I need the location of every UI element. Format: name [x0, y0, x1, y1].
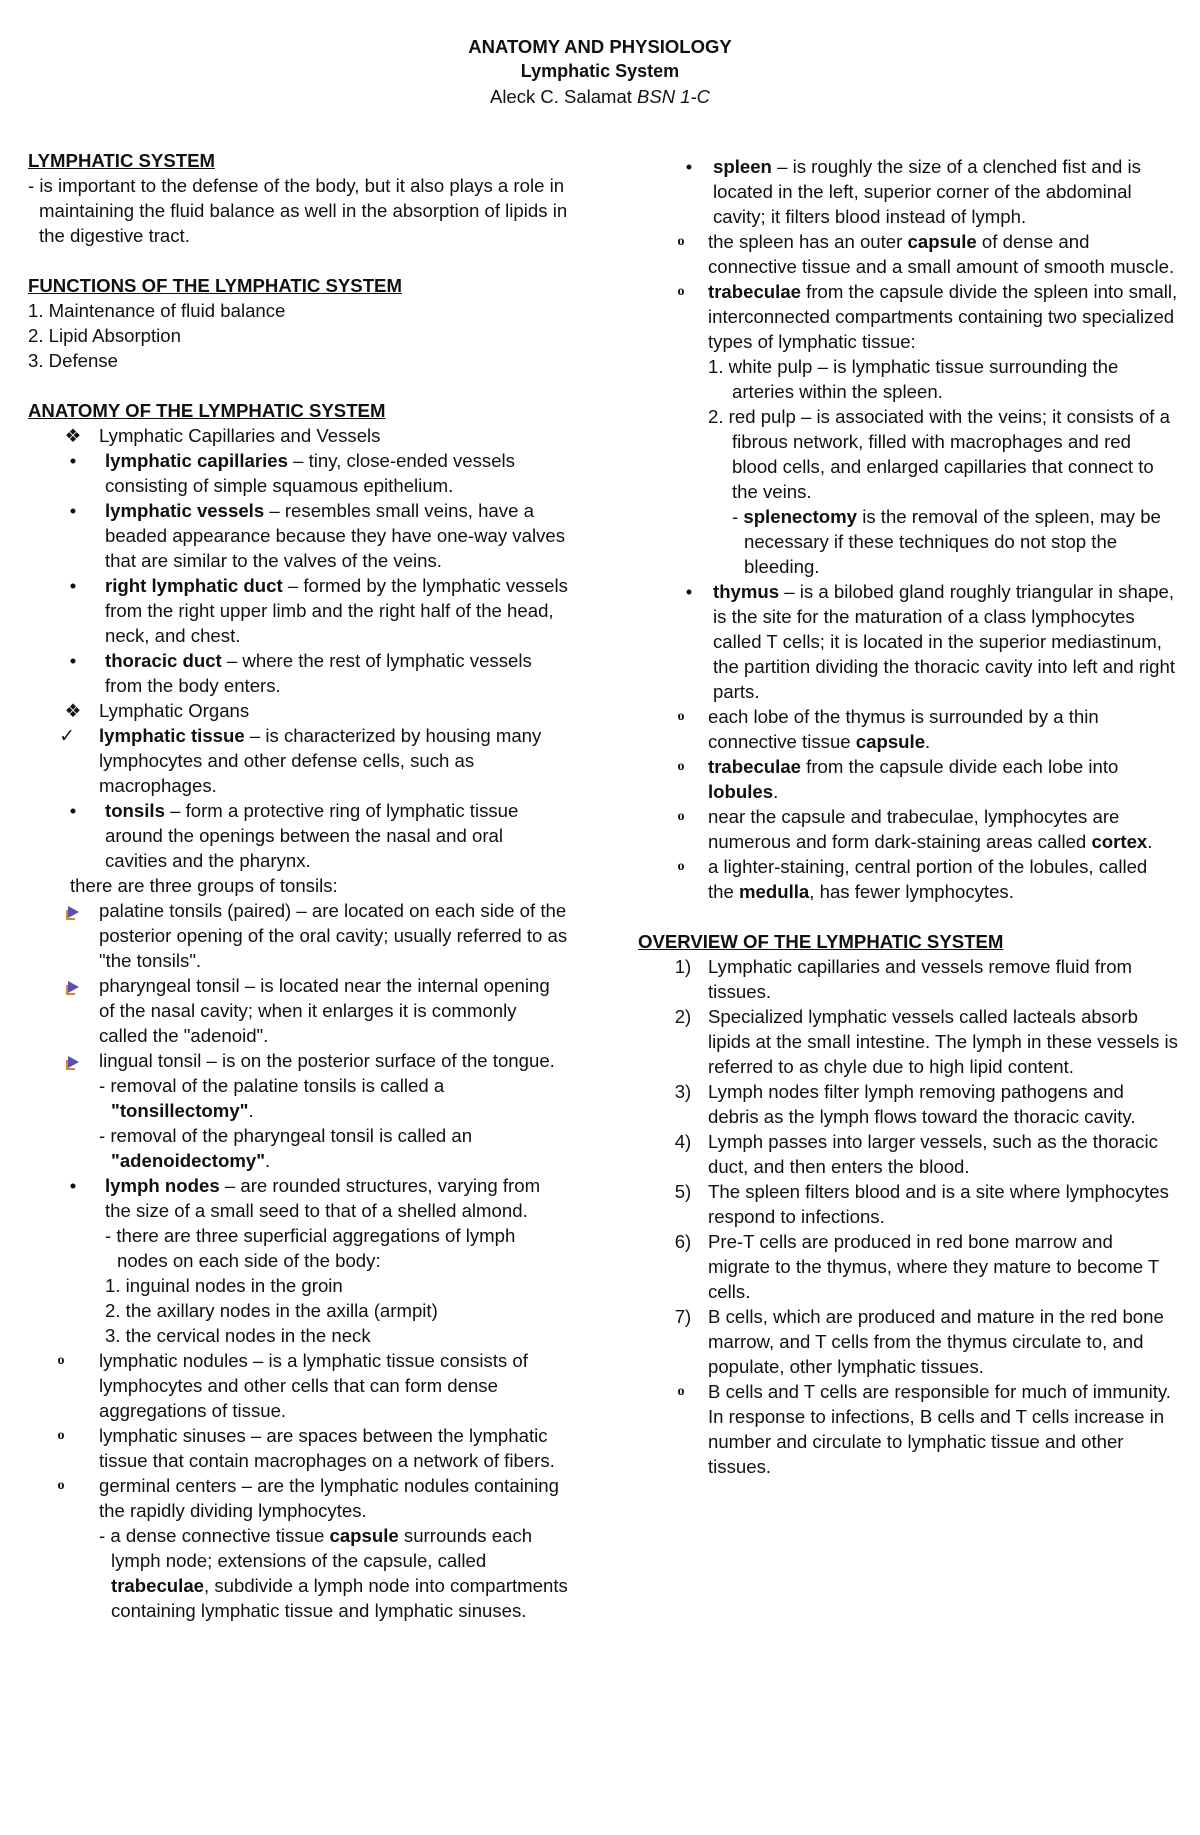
item-number: 1): [674, 956, 692, 977]
note-text: surrounds each lymph node; extensions of the capsule, called: [111, 1525, 533, 1571]
item-text: Specialized lymphatic vessels called lacteals absorb lipids at the small intestine. The lymph in these vessels is referred to as chyle due to high lipid content.: [708, 1006, 1178, 1077]
paragraph-intro: - is important to the defense of the body, but it also plays a role in maintaining the fluid balance as well in the absorption of lipids in the digestive tract.: [28, 175, 568, 246]
term: medulla: [739, 881, 810, 902]
right-column: [638, 154, 1178, 1479]
term: trabeculae: [708, 281, 802, 302]
overview-item: [638, 1304, 1178, 1379]
overview-item: [638, 1004, 1178, 1079]
triangle-bullet-icon: [62, 898, 84, 923]
o-bullet-icon: o: [57, 1478, 65, 1493]
o-bullet-icon: o: [677, 759, 685, 774]
definition: .: [1147, 831, 1153, 852]
item-text: B cells, which are produced and mature in the red bone marrow, and T cells from the thymus circulate to, and populate, other lymphatic tissues.: [708, 1306, 1164, 1377]
definition: – is roughly the size of a clenched fist and is located in the left, superior corner of the abdominal cavity; it filters blood instead of lymph.: [713, 156, 1141, 227]
section-heading-lymphatic-system: LYMPHATIC SYSTEM: [28, 150, 215, 171]
list-item: [28, 1173, 568, 1223]
author-name: Aleck C. Salamat: [489, 86, 632, 107]
overview-item: [638, 1179, 1178, 1229]
term: "tonsillectomy": [111, 1100, 249, 1121]
definition: – form a protective ring of lymphatic tissue around the openings between the nasal and oral cavities and the pharynx.: [105, 800, 519, 871]
definition: germinal centers – are the lymphatic nodules containing the rapidly dividing lymphocytes.: [99, 1475, 559, 1521]
list-item: [638, 754, 1178, 804]
definition: B cells and T cells are responsible for much of immunity. In response to infections, B cells and T cells increase in number and circulate to lymphatic tissue and other tissues.: [708, 1381, 1171, 1477]
definition: palatine tonsils (paired) – are located on each side of the posterior opening of the oral cavity; usually referred to as "the tonsils".: [99, 900, 568, 971]
diamond-bullet-icon: ❖: [64, 425, 82, 446]
list-item: [28, 898, 568, 973]
note-adenoidectomy: - removal of the pharyngeal tonsil is called an "adenoidectomy".: [99, 1125, 473, 1171]
o-bullet-icon: o: [677, 284, 685, 299]
definition: – is characterized by housing many lymphocytes and other defense cells, such as macrophages.: [99, 725, 542, 796]
term: lymphatic vessels: [105, 500, 265, 521]
term: thymus: [713, 581, 780, 602]
item-number: 7): [674, 1306, 692, 1327]
definition: lymphatic sinuses – are spaces between the lymphatic tissue that contain macrophages on a network of fibers.: [99, 1425, 555, 1471]
note-tonsillectomy: - removal of the palatine tonsils is called a "tonsillectomy".: [99, 1075, 445, 1121]
bullet-icon: •: [69, 650, 77, 671]
document-title: ANATOMY AND PHYSIOLOGY: [468, 36, 732, 57]
definition: the spleen has an outer: [708, 231, 908, 252]
pulp-item: 2. red pulp – is associated with the veins; it consists of a fibrous network, filled with macrophages and red blood cells, and enlarged capillaries that connect to the veins.: [708, 406, 1170, 502]
list-item: [28, 448, 568, 498]
definition: – where the rest of lymphatic vessels from the body enters.: [105, 650, 532, 696]
note-capsule: [28, 1523, 568, 1623]
term: capsule: [855, 731, 926, 752]
o-bullet-icon: o: [677, 1384, 685, 1399]
checkmark-icon: ✓: [59, 725, 75, 746]
list-item: [28, 723, 568, 798]
list-item: [638, 279, 1178, 354]
definition: near the capsule and trabeculae, lymphocytes are numerous and form dark-staining areas called: [708, 806, 1120, 852]
list-item: [28, 573, 568, 648]
list-item: [638, 854, 1178, 904]
list-item: [638, 154, 1178, 229]
note-splenectomy: [638, 504, 1178, 579]
term: lymphatic capillaries: [105, 450, 288, 471]
term: trabeculae: [111, 1575, 205, 1596]
list-item: [28, 1048, 568, 1073]
bullet-icon: •: [69, 450, 77, 471]
function-item: 2. Lipid Absorption: [28, 325, 181, 346]
list-item: [638, 579, 1178, 704]
item-number: 3): [674, 1081, 692, 1102]
item-number: 4): [674, 1131, 692, 1152]
function-item: 1. Maintenance of fluid balance: [28, 300, 286, 321]
item-text: Lymph nodes filter lymph removing pathogens and debris as the lymph flows toward the thoracic cavity.: [708, 1081, 1136, 1127]
term: thoracic duct: [105, 650, 222, 671]
section-heading-functions: FUNCTIONS OF THE LYMPHATIC SYSTEM: [28, 275, 402, 296]
overview-item: [638, 1229, 1178, 1304]
node-group-item: 1. inguinal nodes in the groin: [105, 1275, 343, 1296]
list-item: [638, 704, 1178, 754]
list-item: [638, 229, 1178, 279]
bullet-icon: •: [69, 575, 77, 596]
list-item: [28, 973, 568, 1048]
term: splenectomy: [743, 506, 858, 527]
overview-item: [638, 1129, 1178, 1179]
node-group-item: 2. the axillary nodes in the axilla (armpit): [105, 1300, 438, 1321]
note-text: , subdivide a lymph node into compartments containing lymphatic tissue and lymphatic sinuses.: [111, 1575, 568, 1621]
item-number: 2): [674, 1006, 692, 1027]
bullet-icon: •: [685, 581, 693, 602]
note-text: is the removal of the spleen, may be necessary if these techniques do not stop the bleeding.: [744, 506, 1161, 577]
definition: of dense and connective tissue and a small amount of smooth muscle.: [708, 231, 1175, 277]
definition: .: [773, 781, 779, 802]
o-bullet-icon: o: [677, 234, 685, 249]
definition: pharyngeal tonsil – is located near the internal opening of the nasal cavity; when it enlarges it is commonly called the "adenoid".: [99, 975, 550, 1046]
list-item: [638, 804, 1178, 854]
note-text: -: [732, 506, 744, 527]
list-item: [28, 1348, 568, 1423]
overview-item: [638, 1079, 1178, 1129]
definition: a lighter-staining, central portion of the lobules, called the: [708, 856, 1148, 902]
bullet-icon: •: [69, 800, 77, 821]
bullet-icon: •: [69, 1175, 77, 1196]
term: lymphatic tissue: [99, 725, 245, 746]
note-text: - a dense connective tissue: [99, 1525, 330, 1546]
diamond-bullet-icon: ❖: [64, 700, 82, 721]
item-text: Pre-T cells are produced in red bone marrow and migrate to the thymus, where they mature to become T cells.: [708, 1231, 1159, 1302]
o-bullet-icon: o: [677, 859, 685, 874]
definition: – tiny, close-ended vessels consisting of simple squamous epithelium.: [105, 450, 515, 496]
list-item: [28, 798, 568, 873]
list-item: [28, 698, 568, 723]
item-text: Lymph passes into larger vessels, such as the thoracic duct, and then enters the blood.: [708, 1131, 1158, 1177]
list-item: [28, 648, 568, 698]
item-number: 5): [674, 1181, 692, 1202]
term: capsule: [907, 231, 977, 252]
overview-item: [638, 954, 1178, 1004]
tonsil-groups-intro: there are three groups of tonsils:: [70, 875, 338, 896]
subheading-organs: Lymphatic Organs: [99, 700, 250, 721]
section-heading-anatomy: ANATOMY OF THE LYMPHATIC SYSTEM: [28, 400, 386, 421]
term: lymph nodes: [105, 1175, 220, 1196]
node-group-item: 3. the cervical nodes in the neck: [105, 1325, 371, 1346]
document-subtitle: Lymphatic System: [520, 61, 680, 81]
list-item: [28, 423, 568, 448]
term: tonsils: [105, 800, 165, 821]
triangle-bullet-icon: [62, 973, 84, 998]
left-column: [28, 148, 568, 1623]
definition: from the capsule divide each lobe into: [801, 756, 1119, 777]
definition: – are rounded structures, varying from the size of a small seed to that of a shelled almond.: [105, 1175, 541, 1221]
term: "adenoidectomy": [111, 1150, 266, 1171]
definition: lymphatic nodules – is a lymphatic tissue consists of lymphocytes and other cells that can form dense aggregations of tissue.: [99, 1350, 528, 1421]
section-heading-overview: OVERVIEW OF THE LYMPHATIC SYSTEM: [638, 931, 1004, 952]
function-item: 3. Defense: [28, 350, 118, 371]
term: spleen: [713, 156, 772, 177]
list-item: [28, 1423, 568, 1473]
note-aggregations: - there are three superficial aggregations of lymph nodes on each side of the body:: [105, 1225, 516, 1271]
list-item: [28, 1473, 568, 1523]
o-bullet-icon: o: [57, 1428, 65, 1443]
definition: each lobe of the thymus is surrounded by a thin connective tissue: [708, 706, 1099, 752]
definition: , has fewer lymphocytes.: [809, 881, 1014, 902]
term: right lymphatic duct: [105, 575, 283, 596]
list-item: [28, 498, 568, 573]
bullet-icon: •: [69, 500, 77, 521]
term: cortex: [1091, 831, 1148, 852]
item-number: 6): [674, 1231, 692, 1252]
overview-list: [638, 954, 1178, 1379]
definition: – is a bilobed gland roughly triangular in shape, is the site for the maturation of a class lymphocytes called T cells; it is located in the superior mediastinum, the partition dividing the thoracic cavity into left and right parts.: [713, 581, 1176, 702]
o-bullet-icon: o: [677, 709, 685, 724]
pulp-item: 1. white pulp – is lymphatic tissue surrounding the arteries within the spleen.: [708, 356, 1119, 402]
definition: from the capsule divide the spleen into small, interconnected compartments containing two specialized types of lymphatic tissue:: [708, 281, 1178, 352]
bullet-icon: •: [685, 156, 693, 177]
term: trabeculae: [708, 756, 802, 777]
author-line: [0, 84, 1200, 109]
o-bullet-icon: o: [677, 809, 685, 824]
term: lobules: [708, 781, 774, 802]
item-text: Lymphatic capillaries and vessels remove fluid from tissues.: [708, 956, 1133, 1002]
definition: – resembles small veins, have a beaded appearance because they have one-way valves that are similar to the valves of the veins.: [105, 500, 566, 571]
item-text: The spleen filters blood and is a site where lymphocytes respond to infections.: [708, 1181, 1169, 1227]
o-bullet-icon: o: [57, 1353, 65, 1368]
definition: .: [925, 731, 931, 752]
triangle-bullet-icon: [62, 1048, 84, 1073]
subheading-capillaries-vessels: Lymphatic Capillaries and Vessels: [99, 425, 381, 446]
definition: lingual tonsil – is on the posterior surface of the tongue.: [99, 1050, 555, 1071]
term: capsule: [329, 1525, 399, 1546]
document-header: [0, 34, 1200, 109]
author-section: BSN 1-C: [637, 86, 711, 107]
list-item: [638, 1379, 1178, 1479]
note-text: - removal of the palatine tonsils is called a: [99, 1075, 445, 1096]
note-text: - removal of the pharyngeal tonsil is called an: [99, 1125, 473, 1146]
definition: – formed by the lymphatic vessels from the right upper limb and the right half of the head, neck, and chest.: [105, 575, 568, 646]
